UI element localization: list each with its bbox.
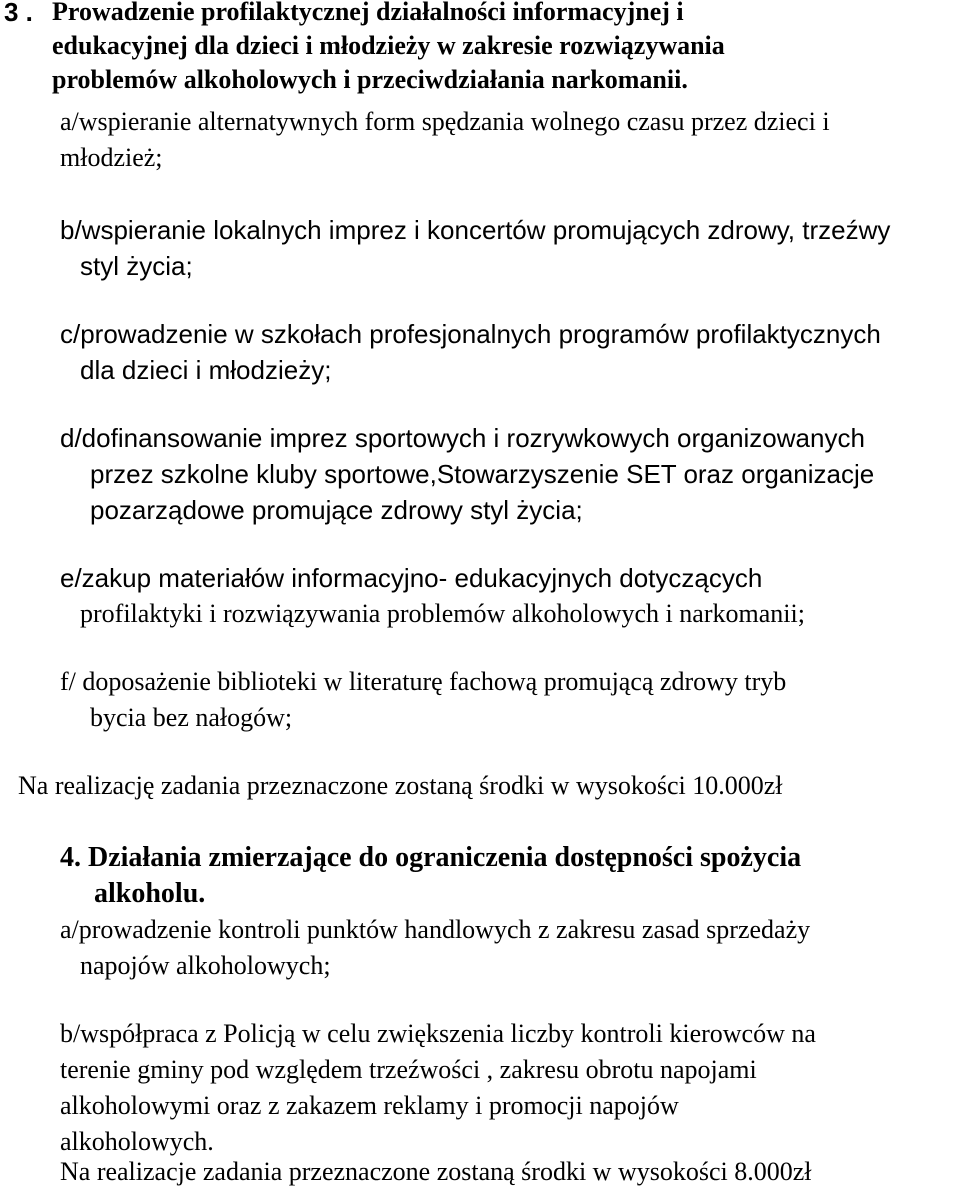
section-3-item-a-line-1: a/wspieranie alternatywnych form spędzania wolnego czasu przez dzieci i (60, 107, 830, 136)
section-3-item-d-line-1: d/dofinansowanie imprez sportowych i rozrywkowych organizowanych (60, 423, 865, 453)
section-3-item-a-line-2: młodzież; (60, 143, 163, 172)
section-3-number: 3 . (4, 0, 33, 27)
section-3-title-line-1: Prowadzenie profilaktycznej działalności informacyjnej i (52, 0, 684, 26)
section-3-funding-note: Na realizację zadania przeznaczone zostaną środki w wysokości 10.000zł (18, 771, 783, 800)
section-4-item-a-line-1: a/prowadzenie kontroli punktów handlowych z zakresu zasad sprzedaży (60, 915, 811, 944)
section-3-item-b-line-1: b/wspieranie lokalnych imprez i koncertów promujących zdrowy, trzeźwy (60, 215, 891, 245)
section-3-item-e-line-2: profilaktyki i rozwiązywania problemów alkoholowych i narkomanii; (80, 599, 805, 628)
section-4-item-a-line-2: napojów alkoholowych; (80, 951, 331, 980)
section-3-item-f-line-2: bycia bez nałogów; (90, 703, 293, 732)
section-3-item-f-line-1: f/ doposażenie biblioteki w literaturę fachową promującą zdrowy tryb (60, 667, 787, 696)
section-3-title-line-3: problemów alkoholowych i przeciwdziałania narkomanii. (52, 65, 688, 94)
section-4-title-line-2: alkoholu. (94, 878, 206, 909)
section-3-item-c-line-1: c/prowadzenie w szkołach profesjonalnych programów profilaktycznych (60, 319, 881, 349)
section-3-item-d-line-3: pozarządowe promujące zdrowy styl życia; (90, 495, 583, 525)
section-4-title-line-1: 4. Działania zmierzające do ograniczenia dostępności spożycia (60, 842, 802, 873)
section-4-item-b-line-2: terenie gminy pod względem trzeźwości , zakresu obrotu napojami (60, 1055, 757, 1084)
section-3-item-d-line-2: przez szkolne kluby sportowe,Stowarzyszenie SET oraz organizacje (90, 459, 875, 489)
section-4-item-b-line-3: alkoholowymi oraz z zakazem reklamy i promocji napojów (60, 1091, 679, 1120)
section-4-item-b-line-4: alkoholowych. (60, 1127, 214, 1156)
section-3-item-b-line-2: styl życia; (80, 251, 193, 281)
section-3-item-c-line-2: dla dzieci i młodzieży; (80, 355, 332, 385)
section-3-title-line-2: edukacyjnej dla dzieci i młodzieży w zakresie rozwiązywania (52, 31, 725, 60)
section-4-funding-note: Na realizacje zadania przeznaczone zostaną środki w wysokości 8.000zł (60, 1157, 812, 1186)
section-3-item-e-line-1: e/zakup materiałów informacyjno- edukacyjnych dotyczących (60, 563, 763, 593)
section-4-item-b-line-1: b/współpraca z Policją w celu zwiększenia liczby kontroli kierowców na (60, 1019, 816, 1048)
